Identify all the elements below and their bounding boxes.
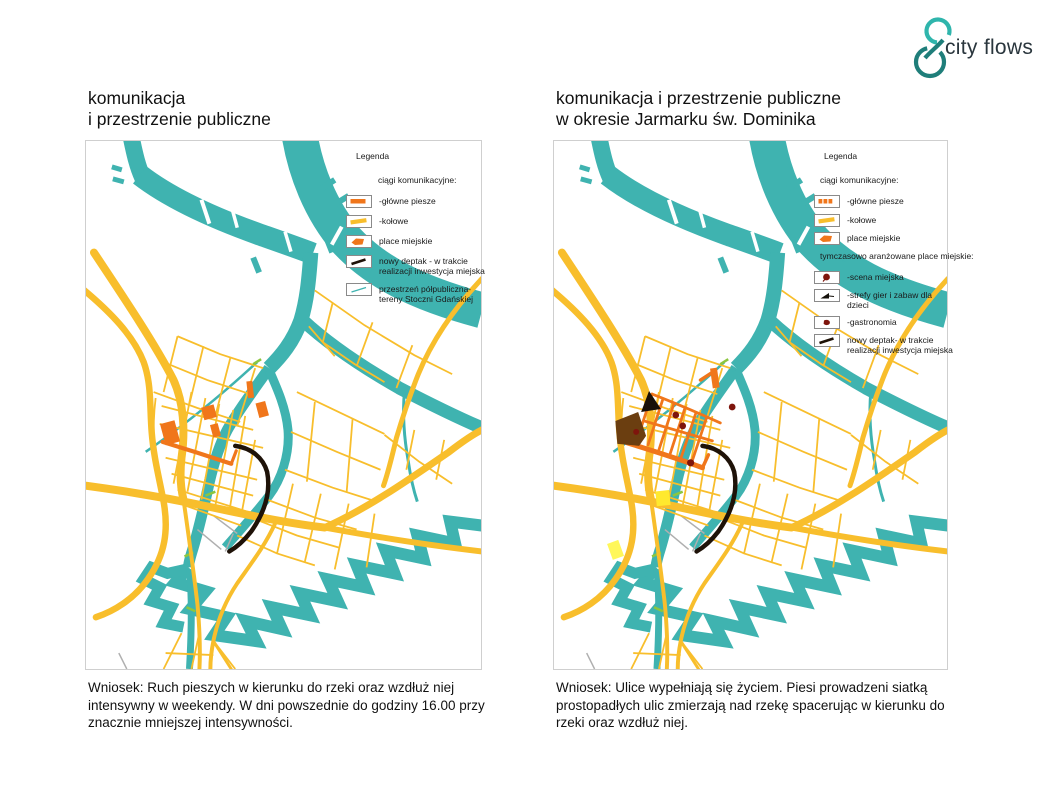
legend-item-gastronomy: -gastronomia <box>814 316 954 329</box>
semipublic-space-icon <box>346 283 372 296</box>
legend-right <box>814 151 974 361</box>
legend-group-label: ciągi komunikacyjne: <box>378 175 457 186</box>
left-conclusion-text: Wniosek: Ruch pieszych w kierunku do rzeki oraz wzdłuż niej intensywny w weekendy. W dni powszednie do godziny 16.00 przy znacznie mniejszej intensywności. <box>88 680 485 731</box>
promenade-icon <box>346 255 372 268</box>
legend-group2-label: tymczasowo aranżowane place miejskie: <box>820 250 974 261</box>
legend-item-games: -strefy gier i zabaw dla dzieci <box>814 289 954 310</box>
legend-item-vehicular: -kołowe <box>346 215 486 228</box>
pedestrian-strip <box>710 368 720 389</box>
legend-item-squares: place miejskie <box>814 232 954 245</box>
promenade-icon <box>814 334 840 347</box>
legend-item-pedestrian: -główne piesze <box>346 195 486 208</box>
city-square-icon <box>814 232 840 245</box>
stage-icon <box>814 271 840 284</box>
pedestrian-route-dashed-icon <box>814 195 840 208</box>
legend-item-pedestrian: -główne piesze <box>814 195 954 208</box>
left-title-line1: komunikacja <box>88 88 186 108</box>
map-panel-fair <box>553 140 974 670</box>
city-square-icon <box>346 235 372 248</box>
legend-item-squares: place miejskie <box>346 235 486 248</box>
gastronomy-icon <box>814 316 840 329</box>
legend-heading: Legenda <box>824 151 858 161</box>
pedestrian-route-icon <box>346 195 372 208</box>
right-map-title <box>556 88 841 131</box>
games-zone-icon <box>814 289 840 302</box>
city-flows-logo <box>911 12 1033 82</box>
left-map-title <box>88 88 271 131</box>
legend-item-promenade: nowy deptak - w trakcie realizacji inwestycja miejska <box>346 255 486 276</box>
right-title-line2: w okresie Jarmarku św. Dominika <box>556 109 816 130</box>
legend-group1-label: ciągi komunikacyjne: <box>820 175 899 186</box>
legend-item-promenade: nowy deptak- w trakcie realizacji inwestycja miejska <box>814 334 954 355</box>
legend-heading: Legenda <box>356 151 390 161</box>
brand-name: city flows <box>945 36 1034 59</box>
legend-item-stage: -scena miejska <box>814 271 954 284</box>
right-conclusion-text: Wniosek: Ulice wypełniają się życiem. Piesi prowadzeni siatką prostopadłych ulic zmierzają nad rzekę spacerując w kierunku do rzeki oraz wzdłuż niej. <box>556 680 945 731</box>
legend-item-vehicular: -kołowe <box>814 214 954 227</box>
vehicular-route-icon <box>346 215 372 228</box>
legend-left <box>346 151 486 311</box>
right-title-line1: komunikacja i przestrzenie publiczne <box>556 88 841 108</box>
map-panel-weekday <box>85 140 485 670</box>
left-title-line2: i przestrzenie publiczne <box>88 109 271 130</box>
legend-item-semipublic: przestrzeń półpubliczna- tereny Stoczni Gdańskiej <box>346 283 486 304</box>
vehicular-route-icon <box>814 214 840 227</box>
